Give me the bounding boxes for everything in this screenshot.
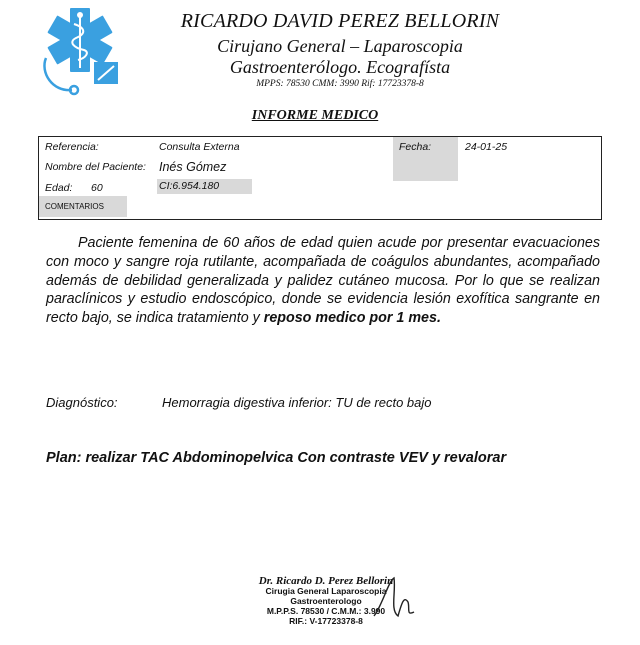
report-paragraph	[46, 234, 600, 328]
edad-value: 60	[91, 182, 103, 194]
stamp-line-1: Cirugia General Laparoscopia	[265, 586, 387, 596]
edad-label: Edad:	[45, 182, 73, 194]
ci-value: CI:6.954.180	[159, 180, 220, 192]
report-title: INFORME MEDICO	[251, 108, 379, 123]
fecha-value: 24-01-25	[465, 141, 508, 153]
star-of-life-logo	[34, 6, 126, 98]
signature-scribble	[368, 572, 418, 624]
diagnostico-label: Diagnóstico:	[46, 395, 118, 410]
plan-text: Plan: realizar TAC Abdominopelvica Con contraste VEV y revalorar	[46, 450, 507, 466]
fecha-label: Fecha:	[399, 141, 432, 153]
patient-info-box	[38, 136, 602, 220]
stamp-line-3: M.P.P.S. 78530 / C.M.M.: 3.990	[266, 606, 386, 616]
paragraph-text: Paciente femenina de 60 años de edad quien acude por presentar evacuaciones con moco y sangre roja rutilante, acompañada de coágulos abundantes, acompañado además de debilidad generalizada y palidez cutáneo mucosa. Por lo que se realizan paraclínicos y estudio endoscópico, donde se evidencia lesión exofítica sangrante en recto bajo, se indica tratamiento y	[46, 235, 600, 327]
stamp-name: Dr. Ricardo D. Perez Bellorin	[258, 575, 394, 587]
referencia-label: Referencia:	[45, 141, 99, 153]
referencia-value: Consulta Externa	[159, 141, 240, 153]
specialty-line-1: Cirujano General – Laparoscopia	[217, 36, 463, 56]
paciente-label: Nombre del Paciente:	[45, 161, 146, 173]
stamp-line-4: RIF.: V-17723378-8	[289, 616, 363, 626]
paciente-value: Inés Gómez	[159, 160, 227, 174]
paragraph-bold-text: reposo medico por 1 mes.	[263, 310, 441, 327]
comentarios-label: COMENTARIOS	[45, 202, 104, 211]
registry-numbers: MPPS: 78530 CMM: 3990 Rif: 17723378-8	[256, 79, 424, 89]
stamp-line-2: Gastroenterologo	[290, 596, 362, 606]
diagnostico-value: Hemorragia digestiva inferior: TU de recto bajo	[162, 395, 432, 410]
specialty-line-2: Gastroenterólogo. Ecografísta	[229, 57, 451, 77]
doctor-name: RICARDO DAVID PEREZ BELLORIN	[180, 10, 500, 32]
